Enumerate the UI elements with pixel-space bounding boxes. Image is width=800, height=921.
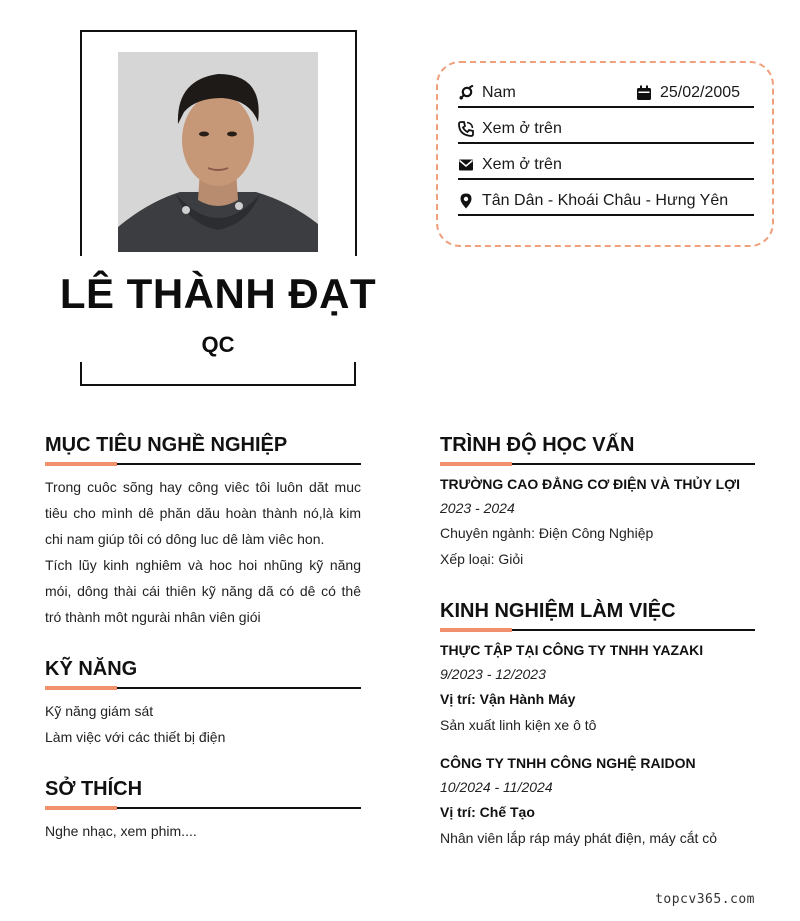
objective-title: MỤC TIÊU NGHỀ NGHIỆP (45, 434, 288, 456)
job-company: THỰC TẬP TẠI CÔNG TY TNHH YAZAKI (440, 642, 704, 658)
footer-site: topcv365.com (655, 892, 755, 907)
skill-item: Kỹ năng giám sát (45, 703, 154, 719)
gender-value: Nam (482, 84, 516, 101)
experience-rule (440, 629, 755, 631)
job-company: CÔNG TY TNHH CÔNG NGHỆ RAIDON (440, 755, 696, 771)
gender-icon (458, 85, 474, 101)
experience-title: KINH NGHIỆM LÀM VIỆC (440, 600, 676, 622)
contact-box (436, 61, 774, 247)
hobbies-rule-accent (45, 806, 117, 810)
education-rule (440, 463, 755, 465)
job-position: Vị trí: Vận Hành Máy (440, 691, 576, 707)
hobbies-text: Nghe nhạc, xem phim.... (45, 823, 197, 839)
contact-row-email (458, 154, 754, 180)
objective-rule-accent (45, 462, 117, 466)
education-school: TRƯỜNG CAO ĐẲNG CƠ ĐIỆN VÀ THỦY LỢI (440, 476, 740, 492)
job-period: 10/2024 - 11/2024 (440, 779, 553, 795)
skill-item: Làm việc với các thiết bị điện (45, 729, 226, 745)
job-description: Nhân viên lắp ráp máy phát điện, máy cắt cỏ (440, 830, 718, 846)
education-grade: Xếp loại: Giỏi (440, 551, 524, 567)
email-value: Xem ở trên (482, 156, 562, 173)
job-description: Sản xuất linh kiện xe ô tô (440, 717, 597, 733)
objective-rule (45, 463, 361, 465)
contact-row-gender-dob (458, 82, 754, 108)
education-major: Chuyên ngành: Điện Công Nghiệp (440, 525, 654, 541)
education-title: TRÌNH ĐỘ HỌC VẤN (440, 434, 635, 456)
address-value: Tân Dân - Khoái Châu - Hưng Yên (482, 192, 729, 209)
skills-title: KỸ NĂNG (45, 658, 138, 680)
education-period: 2023 - 2024 (440, 500, 515, 516)
objective-paragraph-2: Tích lũy kinh nghiêm và hoc hoi nhũng kỹ năng mói, dông thài cái thiên kỹ năng dã có dê có thê tró thành môt ngurài nhân viên giói (45, 557, 361, 625)
profile-role: QC (201, 332, 235, 357)
profile-name: LÊ THÀNH ĐẠT (59, 270, 377, 317)
photo-frame-bottom (80, 362, 356, 386)
hobbies-title: SỞ THÍCH (45, 778, 143, 800)
envelope-icon (458, 157, 474, 173)
skills-rule-accent (45, 686, 117, 690)
phone-value: Xem ở trên (482, 120, 562, 137)
skills-rule (45, 687, 361, 689)
location-pin-icon (458, 193, 474, 209)
profile-photo (118, 52, 318, 252)
job-period: 9/2023 - 12/2023 (440, 666, 546, 682)
contact-row-phone (458, 118, 754, 144)
calendar-icon (636, 85, 652, 101)
experience-rule-accent (440, 628, 512, 632)
phone-icon (458, 121, 474, 137)
education-rule-accent (440, 462, 512, 466)
dob-value: 25/02/2005 (660, 84, 741, 101)
contact-row-address (458, 190, 754, 216)
objective-paragraph-1: Trong cuôc sõng hay công viêc tôi luôn dăt muc tiêu cho mình dê phăn dău hoàn thành nó,là kim chi nam giúp tôi có dông luc dê làm viêc hon. (45, 479, 361, 547)
job-position: Vị trí: Chế Tạo (440, 804, 535, 820)
hobbies-rule (45, 807, 361, 809)
